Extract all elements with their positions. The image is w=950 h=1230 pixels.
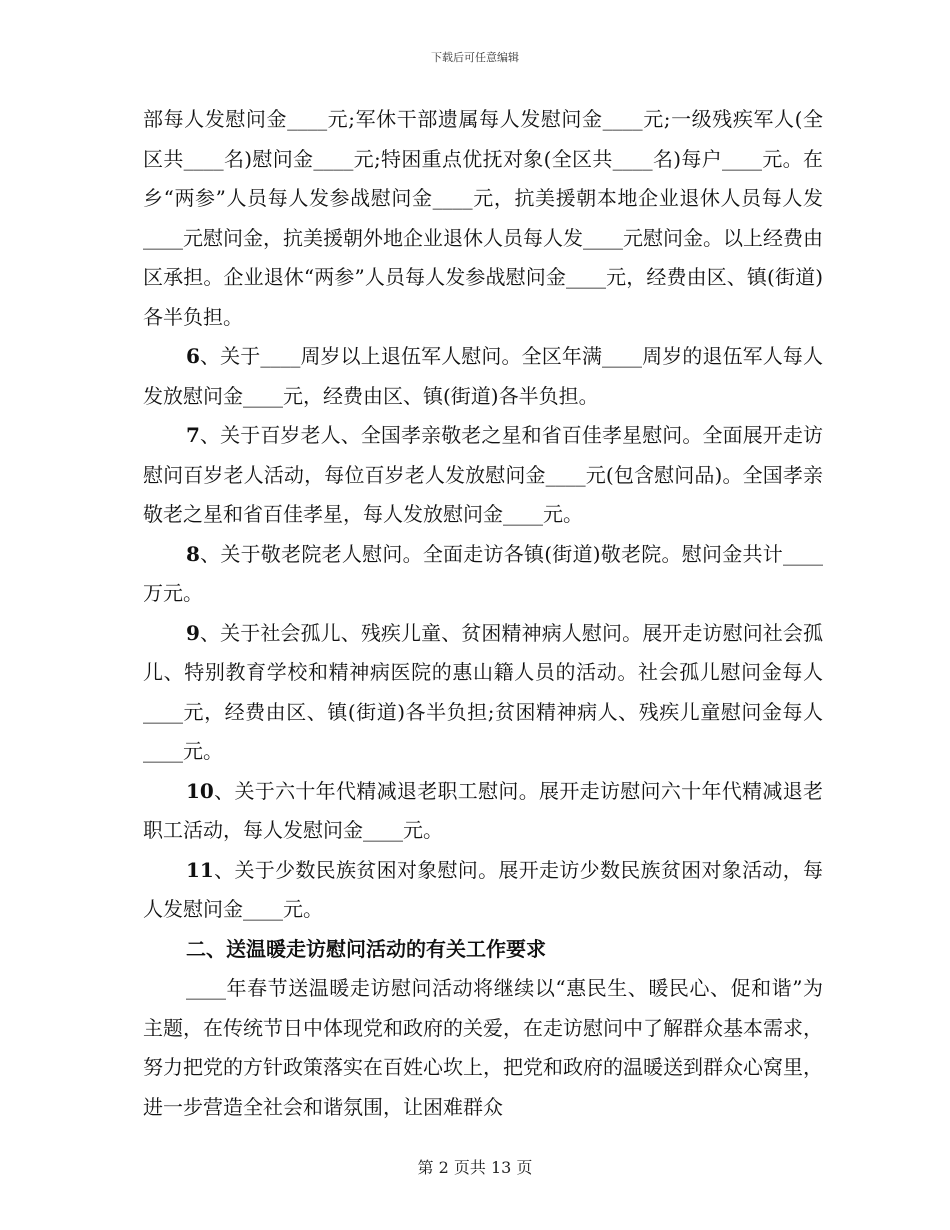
item-number: 6	[186, 344, 200, 368]
item-text: 、关于____周岁以上退伍军人慰问。全区年满____周岁的退伍军人每人发放慰问金____元，经费由区、镇(街道)各半负担。	[143, 344, 823, 408]
list-item-9	[143, 614, 823, 772]
list-item-8	[143, 535, 823, 614]
item-number: 9	[186, 620, 200, 645]
item-number: 8	[186, 541, 200, 566]
item-number: 11	[186, 857, 214, 882]
item-text: 、关于少数民族贫困对象慰问。展开走访少数民族贫困对象活动，每人发慰问金____元。	[143, 857, 823, 921]
page-header: 下载后可任意编辑	[431, 51, 519, 64]
item-text: 、关于六十年代精减退老职工慰问。展开走访慰问六十年代精减退老职工活动，每人发慰问金____元。	[143, 778, 823, 842]
continuation-paragraph: 部每人发慰问金____元;军休干部遗属每人发慰问金____元;一级残疾军人(全区共____名)慰问金____元;特困重点优抚对象(全区共____名)每户____元。在乡“两参”人员每人发参战慰问金____元，抗美援朝本地企业退休人员每人发____元慰问金，抗美援朝外地企业退休人员每人发____元慰问金。以上经费由区承担。企业退休“两参”人员每人发参战慰问金____元，经费由区、镇(街道)各半负担。	[143, 107, 823, 329]
list-item-10	[143, 772, 823, 851]
item-text: 、关于社会孤儿、残疾儿童、贫困精神病人慰问。展开走访慰问社会孤儿、特别教育学校和精神病医院的惠山籍人员的活动。社会孤儿慰问金每人____元，经费由区、镇(街道)各半负担;贫困精神病人、残疾儿童慰问金每人____元。	[143, 620, 823, 763]
list-item-6	[143, 337, 823, 416]
section-paragraph: ____年春节送温暖走访慰问活动将继续以“惠民生、暖民心、促和谐”为主题，在传统节日中体现党和政府的关爱，在走访慰问中了解群众基本需求，努力把党的方针政策落实在百姓心坎上，把党和政府的温暖送到群众心窝里，进一步营造全社会和谐氛围，让困难群众	[143, 976, 823, 1119]
document-body	[143, 100, 823, 1127]
list-item-7	[143, 416, 823, 535]
item-number: 10	[186, 778, 214, 803]
list-item-11	[143, 851, 823, 930]
item-number: 7	[186, 423, 200, 447]
page-footer: 第 2 页共 13 页	[417, 1158, 533, 1177]
item-text: 、关于敬老院老人慰问。全面走访各镇(街道)敬老院。慰问金共计____万元。	[143, 541, 823, 605]
item-text: 、关于百岁老人、全国孝亲敬老之星和省百佳孝星慰问。全面展开走访慰问百岁老人活动，每位百岁老人发放慰问金____元(包含慰问品)。全国孝亲敬老之星和省百佳孝星，每人发放慰问金____元。	[143, 423, 823, 526]
section-heading: 二、送温暖走访慰问活动的有关工作要求	[186, 936, 546, 961]
